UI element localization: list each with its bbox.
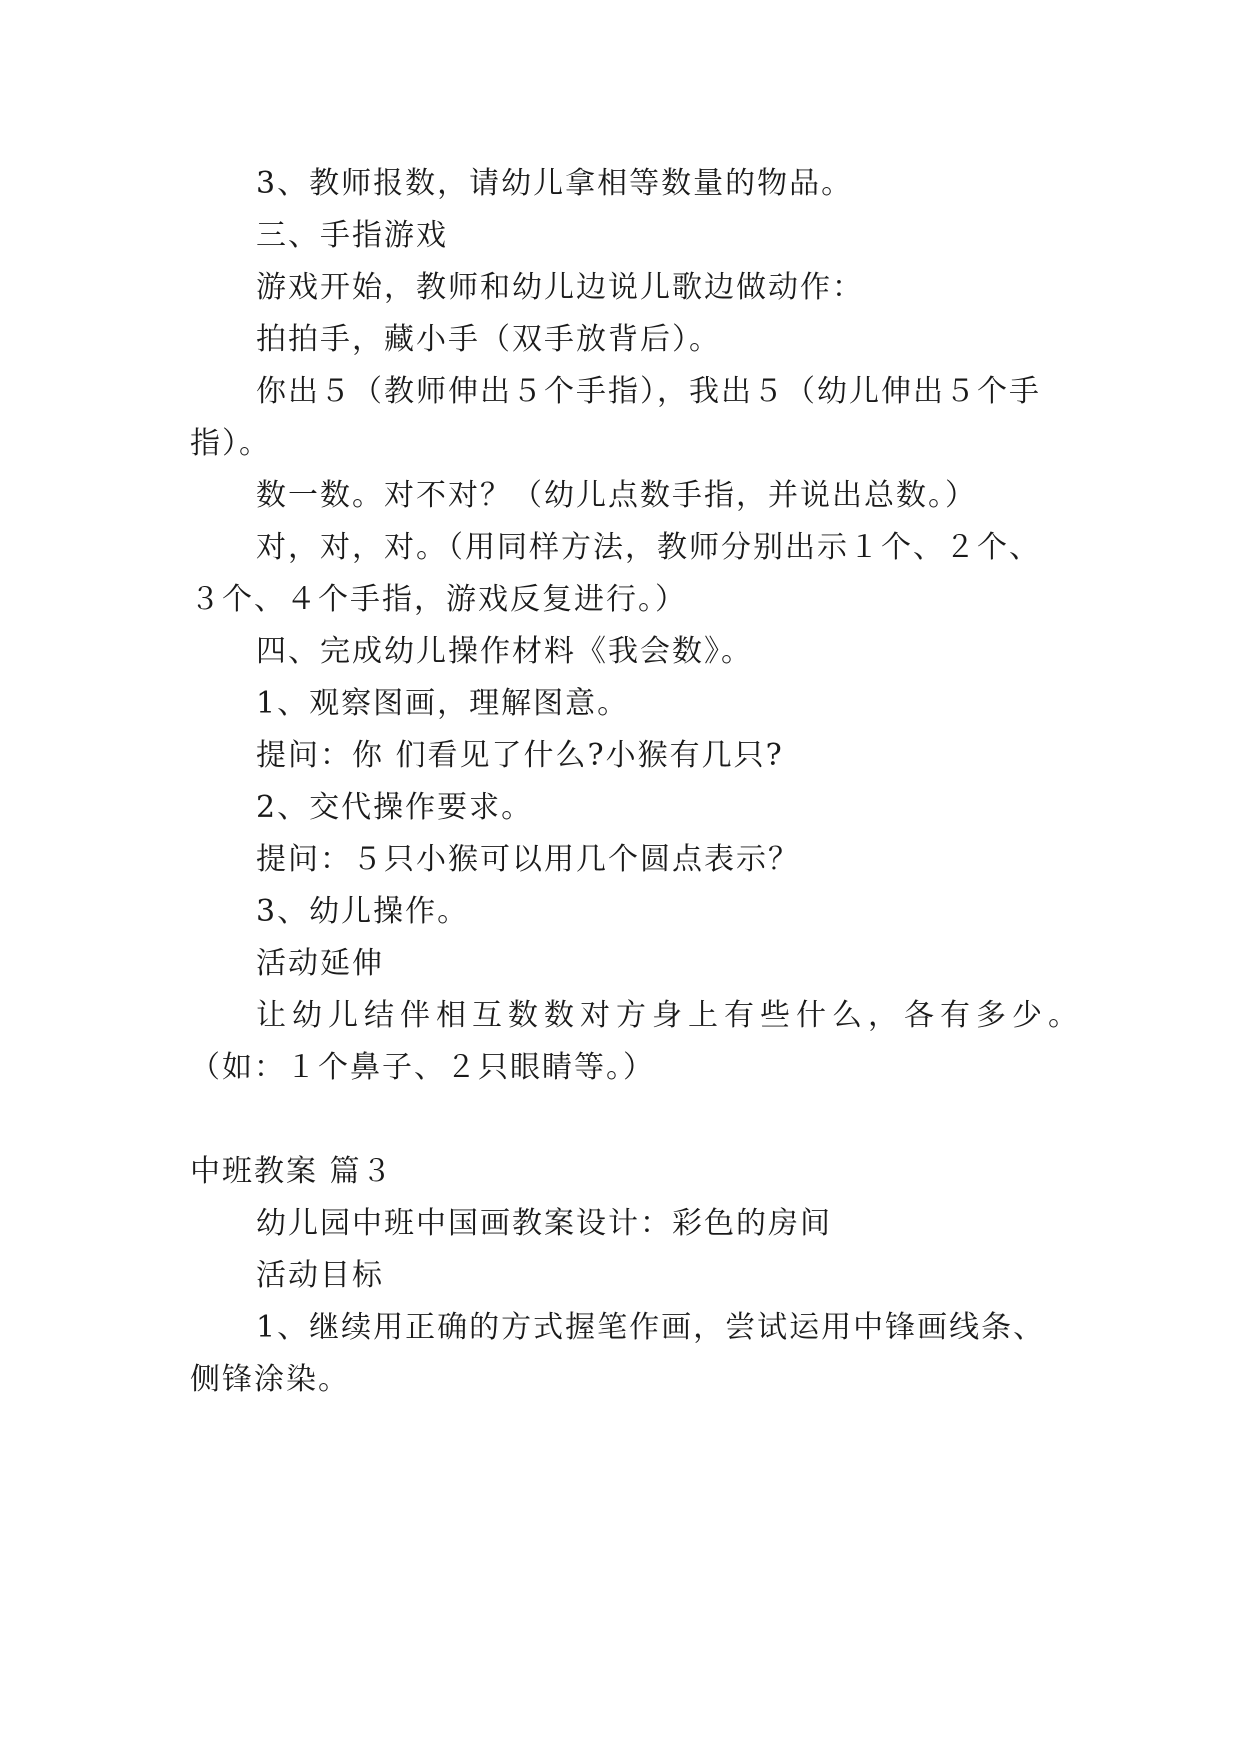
paragraph-line: 对，对，对。（用同样方法，教师分别出示１个、２个、 (256, 530, 1041, 565)
paragraph-line: 游戏开始，教师和幼儿边说儿歌边做动作： (256, 270, 864, 305)
article-title: 中班教案 篇３ (190, 1154, 394, 1189)
paragraph-line: ３个、４个手指，游戏反复进行。） (190, 582, 687, 617)
section-heading: 四、完成幼儿操作材料《我会数》。 (256, 634, 753, 669)
paragraph-line: 让幼儿结伴相互数数对方身上有些什么，各有多少。 (256, 998, 1084, 1033)
section-heading: 活动延伸 (256, 946, 384, 981)
paragraph-line: 1、观察图画，理解图意。 (256, 686, 630, 721)
paragraph-line: 你出５（教师伸出５个手指），我出５（幼儿伸出５个手 (256, 374, 1041, 409)
paragraph-line: 2、交代操作要求。 (256, 790, 534, 825)
section-heading: 活动目标 (256, 1258, 384, 1293)
paragraph-line: 3、幼儿操作。 (256, 894, 470, 929)
paragraph-line: （如：１个鼻子、２只眼睛等。） (190, 1050, 655, 1085)
paragraph-line: 3、教师报数，请幼儿拿相等数量的物品。 (256, 166, 854, 201)
paragraph-line: 提问：５只小猴可以用几个圆点表示？ (256, 842, 800, 877)
lesson-title: 幼儿园中班中国画教案设计：彩色的房间 (256, 1206, 832, 1241)
paragraph-line: 指）。 (190, 426, 271, 461)
paragraph-line: 拍拍手，藏小手（双手放背后）。 (256, 322, 721, 357)
paragraph-line: 侧锋涂染。 (190, 1362, 350, 1397)
paragraph-line: 1、继续用正确的方式握笔作画，尝试运用中锋画线条、 (256, 1310, 1046, 1345)
paragraph-line: 提问：你 们看见了什么?小猴有几只? (256, 738, 784, 773)
paragraph-line: 数一数。对不对？（幼儿点数手指，并说出总数。） (256, 478, 977, 513)
section-heading: 三、手指游戏 (256, 218, 448, 253)
